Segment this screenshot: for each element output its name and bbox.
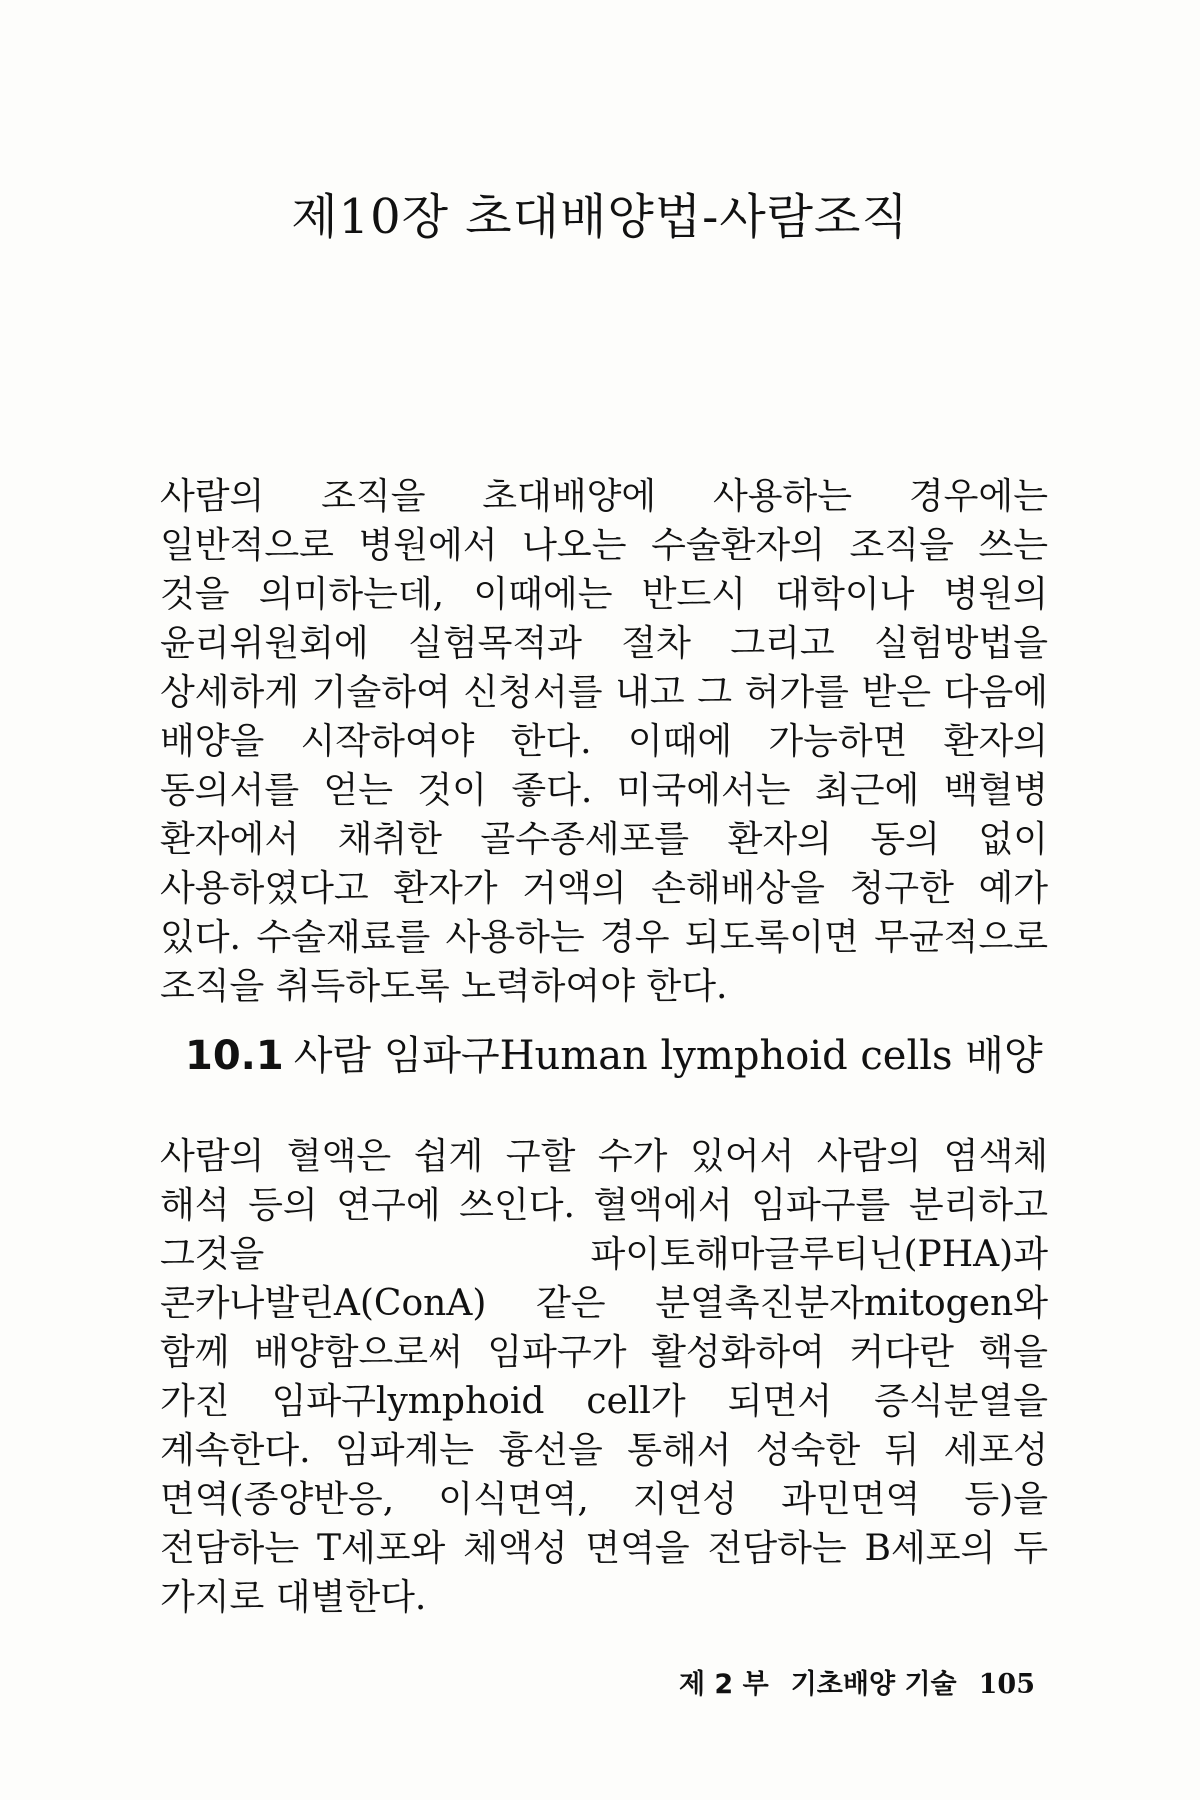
page-footer xyxy=(679,1662,1035,1701)
chapter-title: 제10장 초대배양법-사람조직 xyxy=(291,189,909,245)
section-paragraph: 사람의 혈액은 쉽게 구할 수가 있어서 사람의 염색체 해석 등의 연구에 쓰인다. 혈액에서 임파구를 분리하고 그것을 파이토해마글루티닌(PHA)과 콘카나발린A(ConA) 같은 분열촉진분자mitogen와 함께 배양함으로써 임파구가 활성화하여 커다란 핵을 가진 임파구lymphoid cell가 되면서 증식분열을 계속한다. 임파계는 흉선을 통해서 성숙한 뒤 세포성 면역(종양반응, 이식면역, 지연성 과민면역 등)을 전담하는 T세포와 체액성 면역을 전담하는 B세포의 두 가지로 대별한다. xyxy=(160,1136,1048,1618)
section-title: 사람 임파구Human lymphoid cells 배양 xyxy=(293,1033,1043,1079)
footer-part: 제 2 부 xyxy=(678,1669,769,1700)
intro-paragraph: 사람의 조직을 초대배양에 사용하는 경우에는 일반적으로 병원에서 나오는 수술환자의 조직을 쓰는 것을 의미하는데, 이때에는 반드시 대학이나 병원의 윤리위원회에 실험목적과 절차 그리고 실험방법을 상세하게 기술하여 신청서를 내고 그 허가를 받은 다음에 배양을 시작하여야 한다. 이때에 가능하면 환자의 동의서를 얻는 것이 좋다. 미국에서는 최근에 백혈병 환자에서 채취한 골수종세포를 환자의 동의 없이 사용하였다고 환자가 거액의 손해배상을 청구한 예가 있다. 수술재료를 사용하는 경우 되도록이면 무균적으로 조직을 취득하도록 노력하여야 한다. xyxy=(160,476,1048,1007)
section-heading xyxy=(185,1024,1043,1081)
section-number: 10.1 xyxy=(185,1033,284,1079)
page-number: 105 xyxy=(978,1669,1035,1700)
footer-part-title: 기초배양 기술 xyxy=(790,1669,957,1700)
